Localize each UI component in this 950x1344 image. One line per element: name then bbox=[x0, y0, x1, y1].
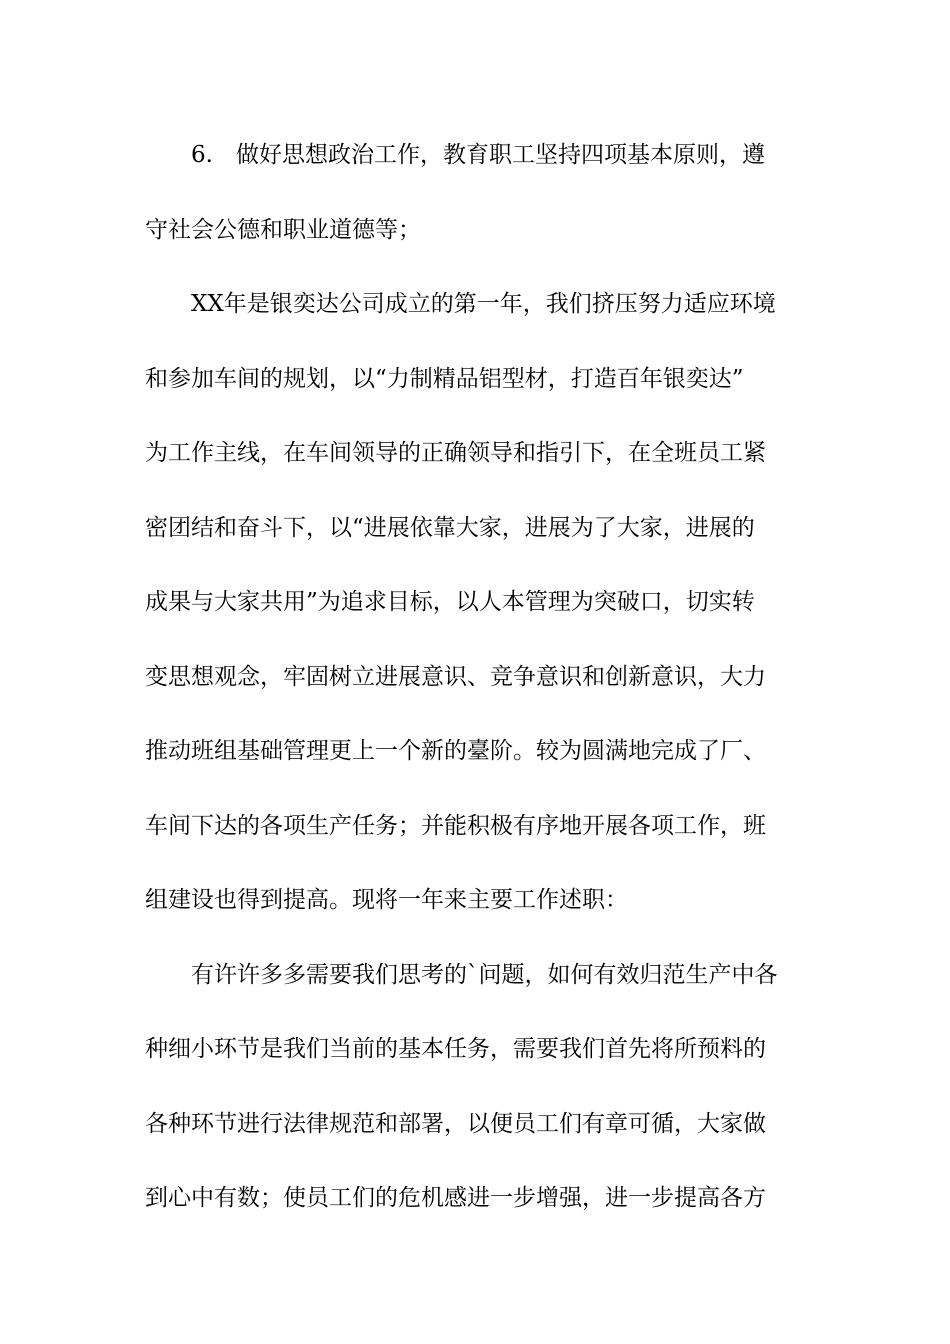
paragraph-line: 组建设也得到提高。现将一年来主要工作述职： bbox=[145, 887, 628, 913]
paragraph-line: 守社会公德和职业道德等； bbox=[145, 216, 421, 243]
document-body bbox=[145, 133, 815, 1251]
paragraph-line: 变思想观念，牢固树立进展意识、竞争意识和创新意识，大力 bbox=[145, 663, 766, 690]
paragraph-line: 成果与大家共用”为追求目标，以人本管理为突破口，切实转 bbox=[145, 589, 755, 615]
paragraph-line: 到心中有数；使员工们的危机感进一步增强，进一步提高各方 bbox=[145, 1185, 766, 1211]
paragraph-line: 有许许多多需要我们思考的`问题，如何有效归范生产中各 bbox=[191, 961, 778, 988]
paragraph-line: 6. 做好思想政治工作，教育职工坚持四项基本原则，遵 bbox=[191, 142, 765, 168]
paragraph-line: 和参加车间的规划，以“力制精品铝型材，打造百年银奕达” bbox=[145, 365, 744, 392]
paragraph-line: 种细小环节是我们当前的基本任务，需要我们首先将所预料的 bbox=[145, 1036, 766, 1062]
paragraph-line: 推动班组基础管理更上一个新的臺阶。较为圆满地完成了厂、 bbox=[145, 738, 766, 764]
paragraph-line: XX年是银奕达公司成立的第一年，我们挤压努力适应环境 bbox=[191, 291, 776, 317]
paragraph-line: 密团结和奋斗下，以“进展依靠大家，进展为了大家，进展的 bbox=[145, 514, 755, 541]
paragraph-line: 车间下达的各项生产任务；并能积极有序地开展各项工作，班 bbox=[145, 812, 766, 839]
paragraph-line: 各种环节进行法律规范和部署，以便员工们有章可循，大家做 bbox=[145, 1110, 766, 1137]
paragraph-line: 为工作主线，在车间领导的正确领导和指引下，在全班员工紧 bbox=[145, 440, 766, 466]
